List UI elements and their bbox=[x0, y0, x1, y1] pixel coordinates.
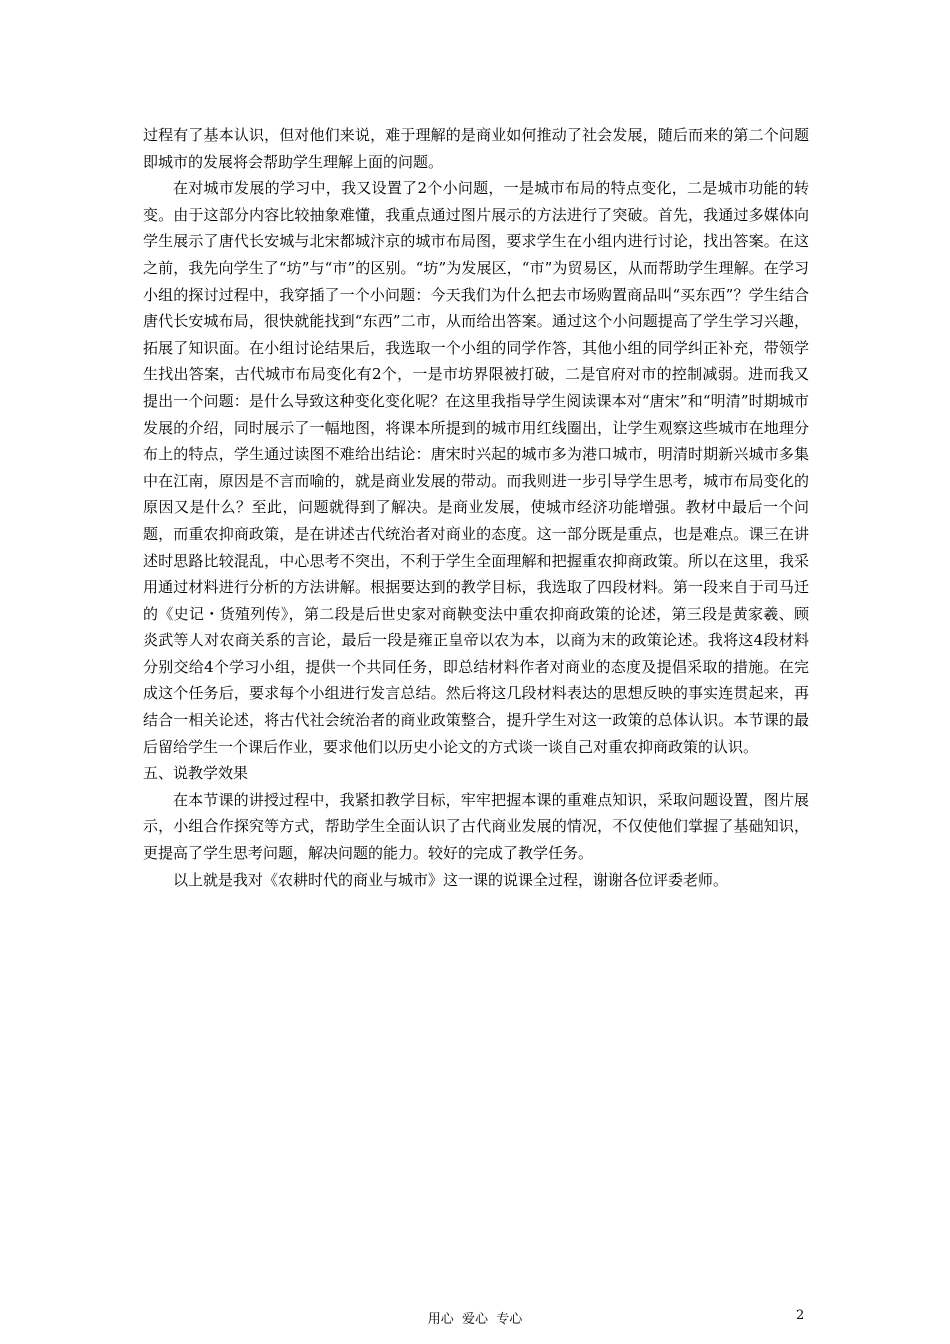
section-heading: 五、说教学效果 bbox=[143, 764, 249, 783]
footer-motto: 用心 爱心 专心 bbox=[427, 1312, 523, 1327]
page-number: 2 bbox=[796, 1308, 805, 1323]
paragraph-teaching-effect: 在本节课的讲授过程中，我紧扣教学目标，牢牢把握本课的重难点知识，采取问题设置，图片展示，小组合作探究等方式，帮助学生全面认识了古代商业发展的情况，不仅使他们掌握了基础知识，更提高了学生思考问题，解决问题的能力。较好的完成了教学任务。 bbox=[143, 790, 809, 863]
paragraph-closing: 以上就是我对《农耕时代的商业与城市》这一课的说课全过程，谢谢各位评委老师。 bbox=[173, 870, 729, 889]
paragraph-continuation: 过程有了基本认识，但对他们来说，难于理解的是商业如何推动了社会发展，随后而来的第二个问题即城市的发展将会帮助学生理解上面的问题。 bbox=[143, 126, 809, 171]
paragraph-city-development: 在对城市发展的学习中，我又设置了2个小问题，一是城市布局的特点变化，二是城市功能的转变。由于这部分内容比较抽象难懂，我重点通过图片展示的方法进行了突破。首先，我通过多媒体向学生展示了唐代长安城与北宋都城汴京的城市布局图，要求学生在小组内进行讨论，找出答案。在这之前，我先向学生了“坊”与“市”的区别。“坊”为发展区，“市”为贸易区，从而帮助学生理解。在学习小组的探讨过程中，我穿插了一个小问题：今天我们为什么把去市场购置商品叫“买东西”？学生结合唐代长安城布局，很快就能找到“东西”二市，从而给出答案。通过这个小问题提高了学生学习兴趣，拓展了知识面。在小组讨论结果后，我选取一个小组的同学作答，其他小组的同学纠正补充，带领学生找出答案，古代城市布局变化有2个，一是市坊界限被打破，二是官府对市的控制减弱。进而我又提出一个问题：是什么导致这种变化变化呢？在这里我指导学生阅读课本对“唐宋”和“明清”时期城市发展的介绍，同时展示了一幅地图，将课本所提到的城市用红线圈出，让学生观察这些城市在地理分布上的特点，学生通过读图不难给出结论：唐宋时兴起的城市多为港口城市，明清时期新兴城市多集中在江南，原因是不言而喻的，就是商业发展的带动。而我则进一步引导学生思考，城市布局变化的原因又是什么？至此，问题就得到了解决。是商业发展，使城市经济功能增强。教材中最后一个问题，而重农抑商政策，是在讲述古代统治者对商业的态度。这一部分既是重点，也是难点。课三在讲述时思路比较混乱，中心思考不突出，不利于学生全面理解和把握重农抑商政策。所以在这里，我采用通过材料进行分析的方法讲解。根据要达到的教学目标，我选取了四段材料。第一段来自于司马迁的《史记・货殖列传》，第二段是后世史家对商鞅变法中重农抑商政策的论述，第三段是黄家羲、顾炎武等人对农商关系的言论，最后一段是雍正皇帝以农为本，以商为末的政策论述。我将这4段材料分别交给4个学习小组，提供一个共同任务，即总结材料作者对商业的态度及提倡采取的措施。在完成这个任务后，要求每个小组进行发言总结。然后将这几段材料表达的思想反映的事实连贯起来，再结合一相关论述，将古代社会统治者的商业政策整合，提升学生对这一政策的总体认识。本节课的最后留给学生一个课后作业，要求他们以历史小论文的方式谈一谈自己对重农抑商政策的认识。 bbox=[143, 179, 809, 756]
document-body bbox=[143, 122, 809, 893]
